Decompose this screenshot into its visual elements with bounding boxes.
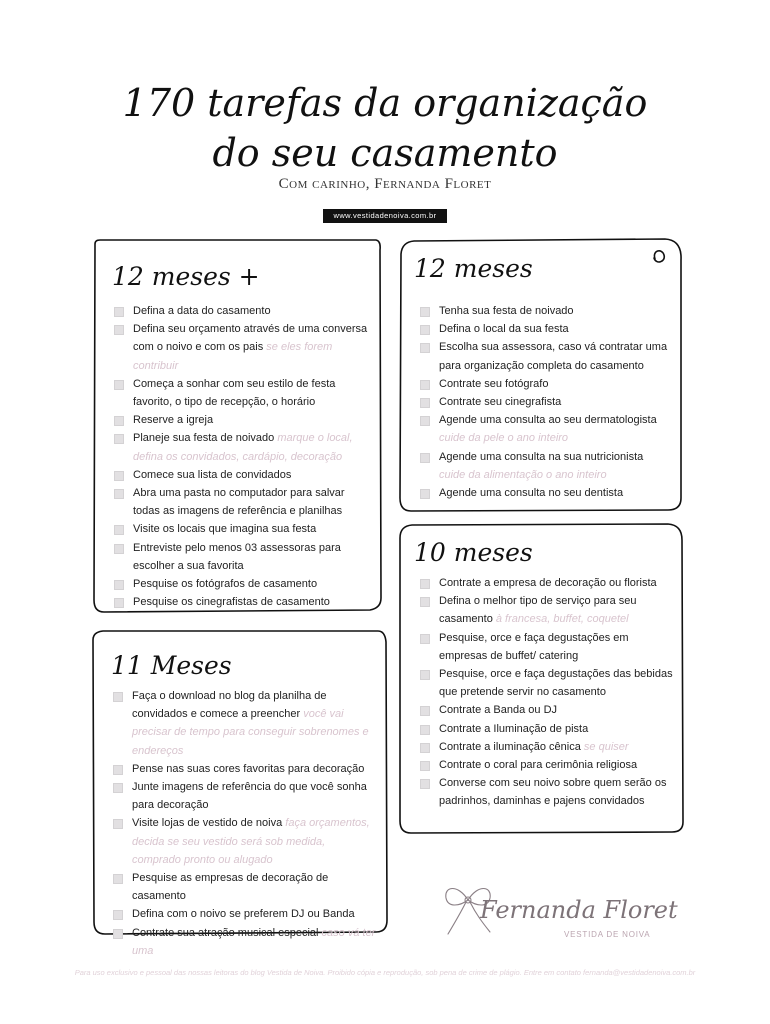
section-heading: 12 meses [414,254,533,283]
task-item [113,814,377,869]
task-item [114,484,372,520]
checkbox[interactable] [114,380,124,390]
checkbox[interactable] [114,489,124,499]
checkbox[interactable] [420,489,430,499]
checkbox[interactable] [420,670,430,680]
checkbox[interactable] [420,416,430,426]
task-text: Defina o local da sua festa [439,323,569,336]
task-item [420,574,673,592]
task-item [114,320,372,375]
task-note: à francesa, buffet, coquetel [495,613,629,626]
task-item [420,448,672,484]
task-text: Contrate a Banda ou DJ [439,704,558,717]
task-item [420,629,673,665]
task-text: Pesquise os cinegrafistas de casamento [133,596,330,609]
section-heading: 11 Meses [111,651,232,680]
task-text: Agende uma consulta ao seu dermatologista [439,414,657,427]
task-item [420,393,672,411]
task-item [113,760,377,778]
task-item [420,320,672,338]
section-10-meses [400,524,683,833]
checkbox[interactable] [114,325,124,335]
checkbox[interactable] [420,325,430,335]
task-item [420,592,673,628]
task-item [113,924,377,960]
task-item [420,720,673,738]
task-note: caso vá ter uma [132,926,376,957]
task-item [113,869,377,905]
task-item [114,411,372,429]
task-text: Contrate a empresa de decoração ou florista [439,577,657,589]
checkbox[interactable] [420,634,430,644]
checkbox[interactable] [420,398,430,408]
task-text: Defina a data do casamento [133,305,271,317]
task-text: Comece sua lista de convidados [133,468,292,481]
task-item [420,738,673,756]
task-item [420,338,672,374]
title-line-2: do seu casamento [212,131,558,175]
footer-disclaimer: Para uso exclusivo e pessoal das nossas leitoras do blog Vestida de Noiva. Proibido cópia e reprodução, sob pena de crime de plágio. Entre em contato fernanda@vestidadenoiva.com.br [74,968,696,977]
checkbox[interactable] [420,743,430,753]
task-item [114,375,372,411]
task-text: Pesquise os fotógrafos de casamento [133,578,318,591]
checkbox[interactable] [114,598,124,608]
task-text: Pesquise, orce e faça degustações das bebidas que pretende servir no casamento [439,668,673,699]
section-11-meses [93,631,387,957]
task-item [114,466,372,484]
task-item [114,429,372,465]
logo-tagline: VESTIDA DE NOIVA [564,930,651,939]
checkbox[interactable] [114,307,124,317]
task-text: Agende uma consulta no seu dentista [439,487,624,500]
task-text: Defina o melhor tipo de serviço para seu casamento [439,595,637,626]
checkbox[interactable] [113,874,123,884]
task-text: Abra uma pasta no computador para salvar todas as imagens de referência e planilhas [133,487,345,518]
checkbox[interactable] [113,765,123,775]
task-item [420,774,673,810]
task-item [420,756,673,774]
task-note: marque o local, defina os convidados, cardápio, decoração [133,432,353,463]
task-note: você vai precisar de tempo para conseguir sobrenomes e endereços [132,708,369,757]
task-item [420,302,672,320]
task-text: Pesquise as empresas de decoração de casamento [132,872,329,903]
task-item [114,302,372,320]
checkbox[interactable] [420,725,430,735]
checkbox[interactable] [420,579,430,589]
checkbox[interactable] [114,580,124,590]
task-text: Pesquise, orce e faça degustações em empresas de buffet/ catering [439,631,629,662]
task-note: cuide da alimentação o ano inteiro [439,468,607,481]
task-list [114,302,372,611]
task-text: Junte imagens de referência do que você sonha para decoração [132,781,367,812]
task-text: Contrate seu fotógrafo [439,377,549,390]
task-text: Agende uma consulta na sua nutricionista [439,450,644,463]
task-text: Escolha sua assessora, caso vá contratar uma para organização completa do casamento [439,341,668,372]
task-list [420,302,672,502]
task-note: se eles forem contribuir [133,341,333,372]
checkbox[interactable] [114,416,124,426]
checkbox[interactable] [420,597,430,607]
task-text: Contrate sua atração musical especial [132,926,319,939]
task-item [420,484,672,502]
task-note: se quiser [583,740,629,753]
task-text: Pense nas suas cores favoritas para decoração [132,762,365,775]
section-heading: 12 meses + [112,262,260,291]
task-text: Contrate a Iluminação de pista [439,722,589,735]
task-item [420,665,673,701]
checkbox[interactable] [420,343,430,353]
task-text: Faça o download no blog da planilha de convidados e comece a preencher [132,690,327,721]
task-text: Reserve a igreja [133,414,214,427]
task-note: cuide da pele o ano inteiro [439,432,569,445]
section-12-meses [400,240,682,512]
task-item [420,411,672,447]
task-text: Tenha sua festa de noivado [439,305,574,317]
task-text: Contrate o coral para cerimônia religiosa [439,759,638,772]
task-text: Planeje sua festa de noivado [133,432,275,445]
checkbox[interactable] [114,525,124,535]
checkbox[interactable] [113,819,123,829]
task-item [420,375,672,393]
task-text: Visite lojas de vestido de noiva [132,817,283,830]
checkbox[interactable] [114,434,124,444]
task-text: Defina com o noivo se preferem DJ ou Banda [132,908,355,921]
task-text: Contrate a iluminação cênica [439,740,581,753]
checkbox[interactable] [114,471,124,481]
checkbox[interactable] [420,453,430,463]
task-item [420,701,673,719]
checkbox[interactable] [113,692,123,702]
task-note: faça orçamentos, decida se seu vestido será sob medida, comprado pronto ou alugado [132,817,370,866]
checkbox[interactable] [113,929,123,939]
section-12-meses-plus [94,240,382,612]
checkbox[interactable] [113,910,123,920]
checkbox[interactable] [113,783,123,793]
task-item [114,575,372,593]
task-text: Visite os locais que imagina sua festa [133,523,317,536]
checkbox[interactable] [114,544,124,554]
task-text: Converse com seu noivo sobre quem serão os padrinhos, daminhas e pajens convidados [439,777,667,808]
checkbox[interactable] [420,307,430,317]
task-item [114,539,372,575]
checkbox[interactable] [420,761,430,771]
title-line-1: 170 tarefas da organização [122,81,648,125]
task-text: Contrate seu cinegrafista [439,396,562,409]
task-list [113,687,377,960]
subtitle: Com carinho, Fernanda Floret [278,176,492,192]
task-item [113,687,377,760]
task-item [114,593,372,611]
task-item [113,778,377,814]
task-item [114,520,372,538]
website-url-tag: www.vestidadenoiva.com.br [323,209,447,223]
task-text: Começa a sonhar com seu estilo de festa favorito, o tipo de recepção, o horário [133,377,336,409]
task-list [420,574,673,811]
task-text: Defina seu orçamento através de uma conversa com o noivo e com os pais [133,323,368,354]
checkbox[interactable] [420,779,430,789]
page-title [0,78,770,178]
logo-name: Fernanda Floret [480,896,678,924]
task-text: Entreviste pelo menos 03 assessoras para escolher a sua favorita [133,541,341,572]
checkbox[interactable] [420,706,430,716]
checkbox[interactable] [420,380,430,390]
fernanda-floret-logo [440,876,678,946]
section-heading: 10 meses [414,538,533,567]
task-item [113,905,377,923]
